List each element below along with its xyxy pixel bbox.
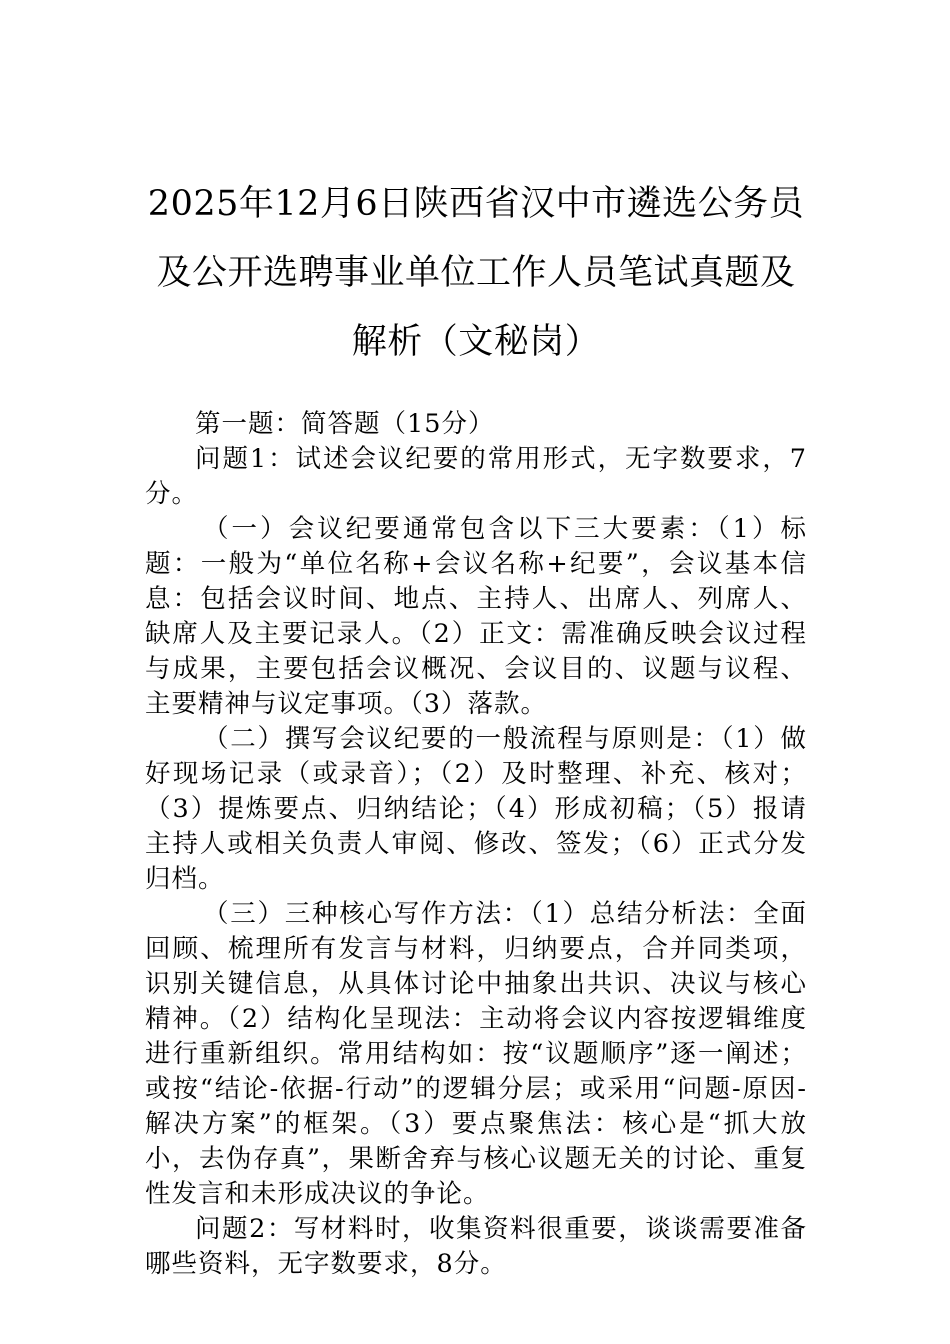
document-body [145, 407, 807, 1282]
question-2-prompt: 问题2：写材料时，收集资料很重要，谈谈需要准备哪些资料，无字数要求，8分。 [145, 1214, 807, 1279]
title-line-3: 解析（文秘岗） [351, 322, 601, 362]
document-title [145, 170, 807, 377]
answer-paragraph-1: （一）会议纪要通常包含以下三大要素：（1）标题：一般为“单位名称+会议名称+纪要”，会议基本信息：包括会议时间、地点、主持人、出席人、列席人、缺席人及主要记录人。（2）正文：需准确反映会议过程与成果，主要包括会议概况、会议目的、议题与议程、主要精神与议定事项。（3）落款。 [145, 514, 807, 719]
answer-paragraph-3: （三）三种核心写作方法：（1）总结分析法：全面回顾、梳理所有发言与材料，归纳要点，合并同类项，识别关键信息，从具体讨论中抽象出共识、决议与核心精神。（2）结构化呈现法：主动将会议内容按逻辑维度进行重新组织。常用结构如：按“议题顺序”逐一阐述；或按“结论-依据-行动”的逻辑分层；或采用“问题-原因-解决方案”的框架。（3）要点聚焦法：核心是“抓大放小，去伪存真”，果断舍弃与核心议题无关的讨论、重复性发言和未形成决议的争论。 [145, 899, 807, 1209]
question-1-prompt: 问题1：试述会议纪要的常用形式，无字数要求，7分。 [145, 444, 807, 509]
section-heading: 第一题：简答题（15分） [195, 409, 495, 439]
answer-paragraph-2: （二）撰写会议纪要的一般流程与原则是：（1）做好现场记录（或录音）；（2）及时整理、补充、核对；（3）提炼要点、归纳结论；（4）形成初稿；（5）报请主持人或相关负责人审阅、修改、签发；（6）正式分发归档。 [145, 724, 807, 894]
title-line-1: 2025年12月6日陕西省汉中市遴选公务员 [147, 184, 805, 224]
title-line-2: 及公开选聘事业单位工作人员笔试真题及 [156, 253, 796, 293]
